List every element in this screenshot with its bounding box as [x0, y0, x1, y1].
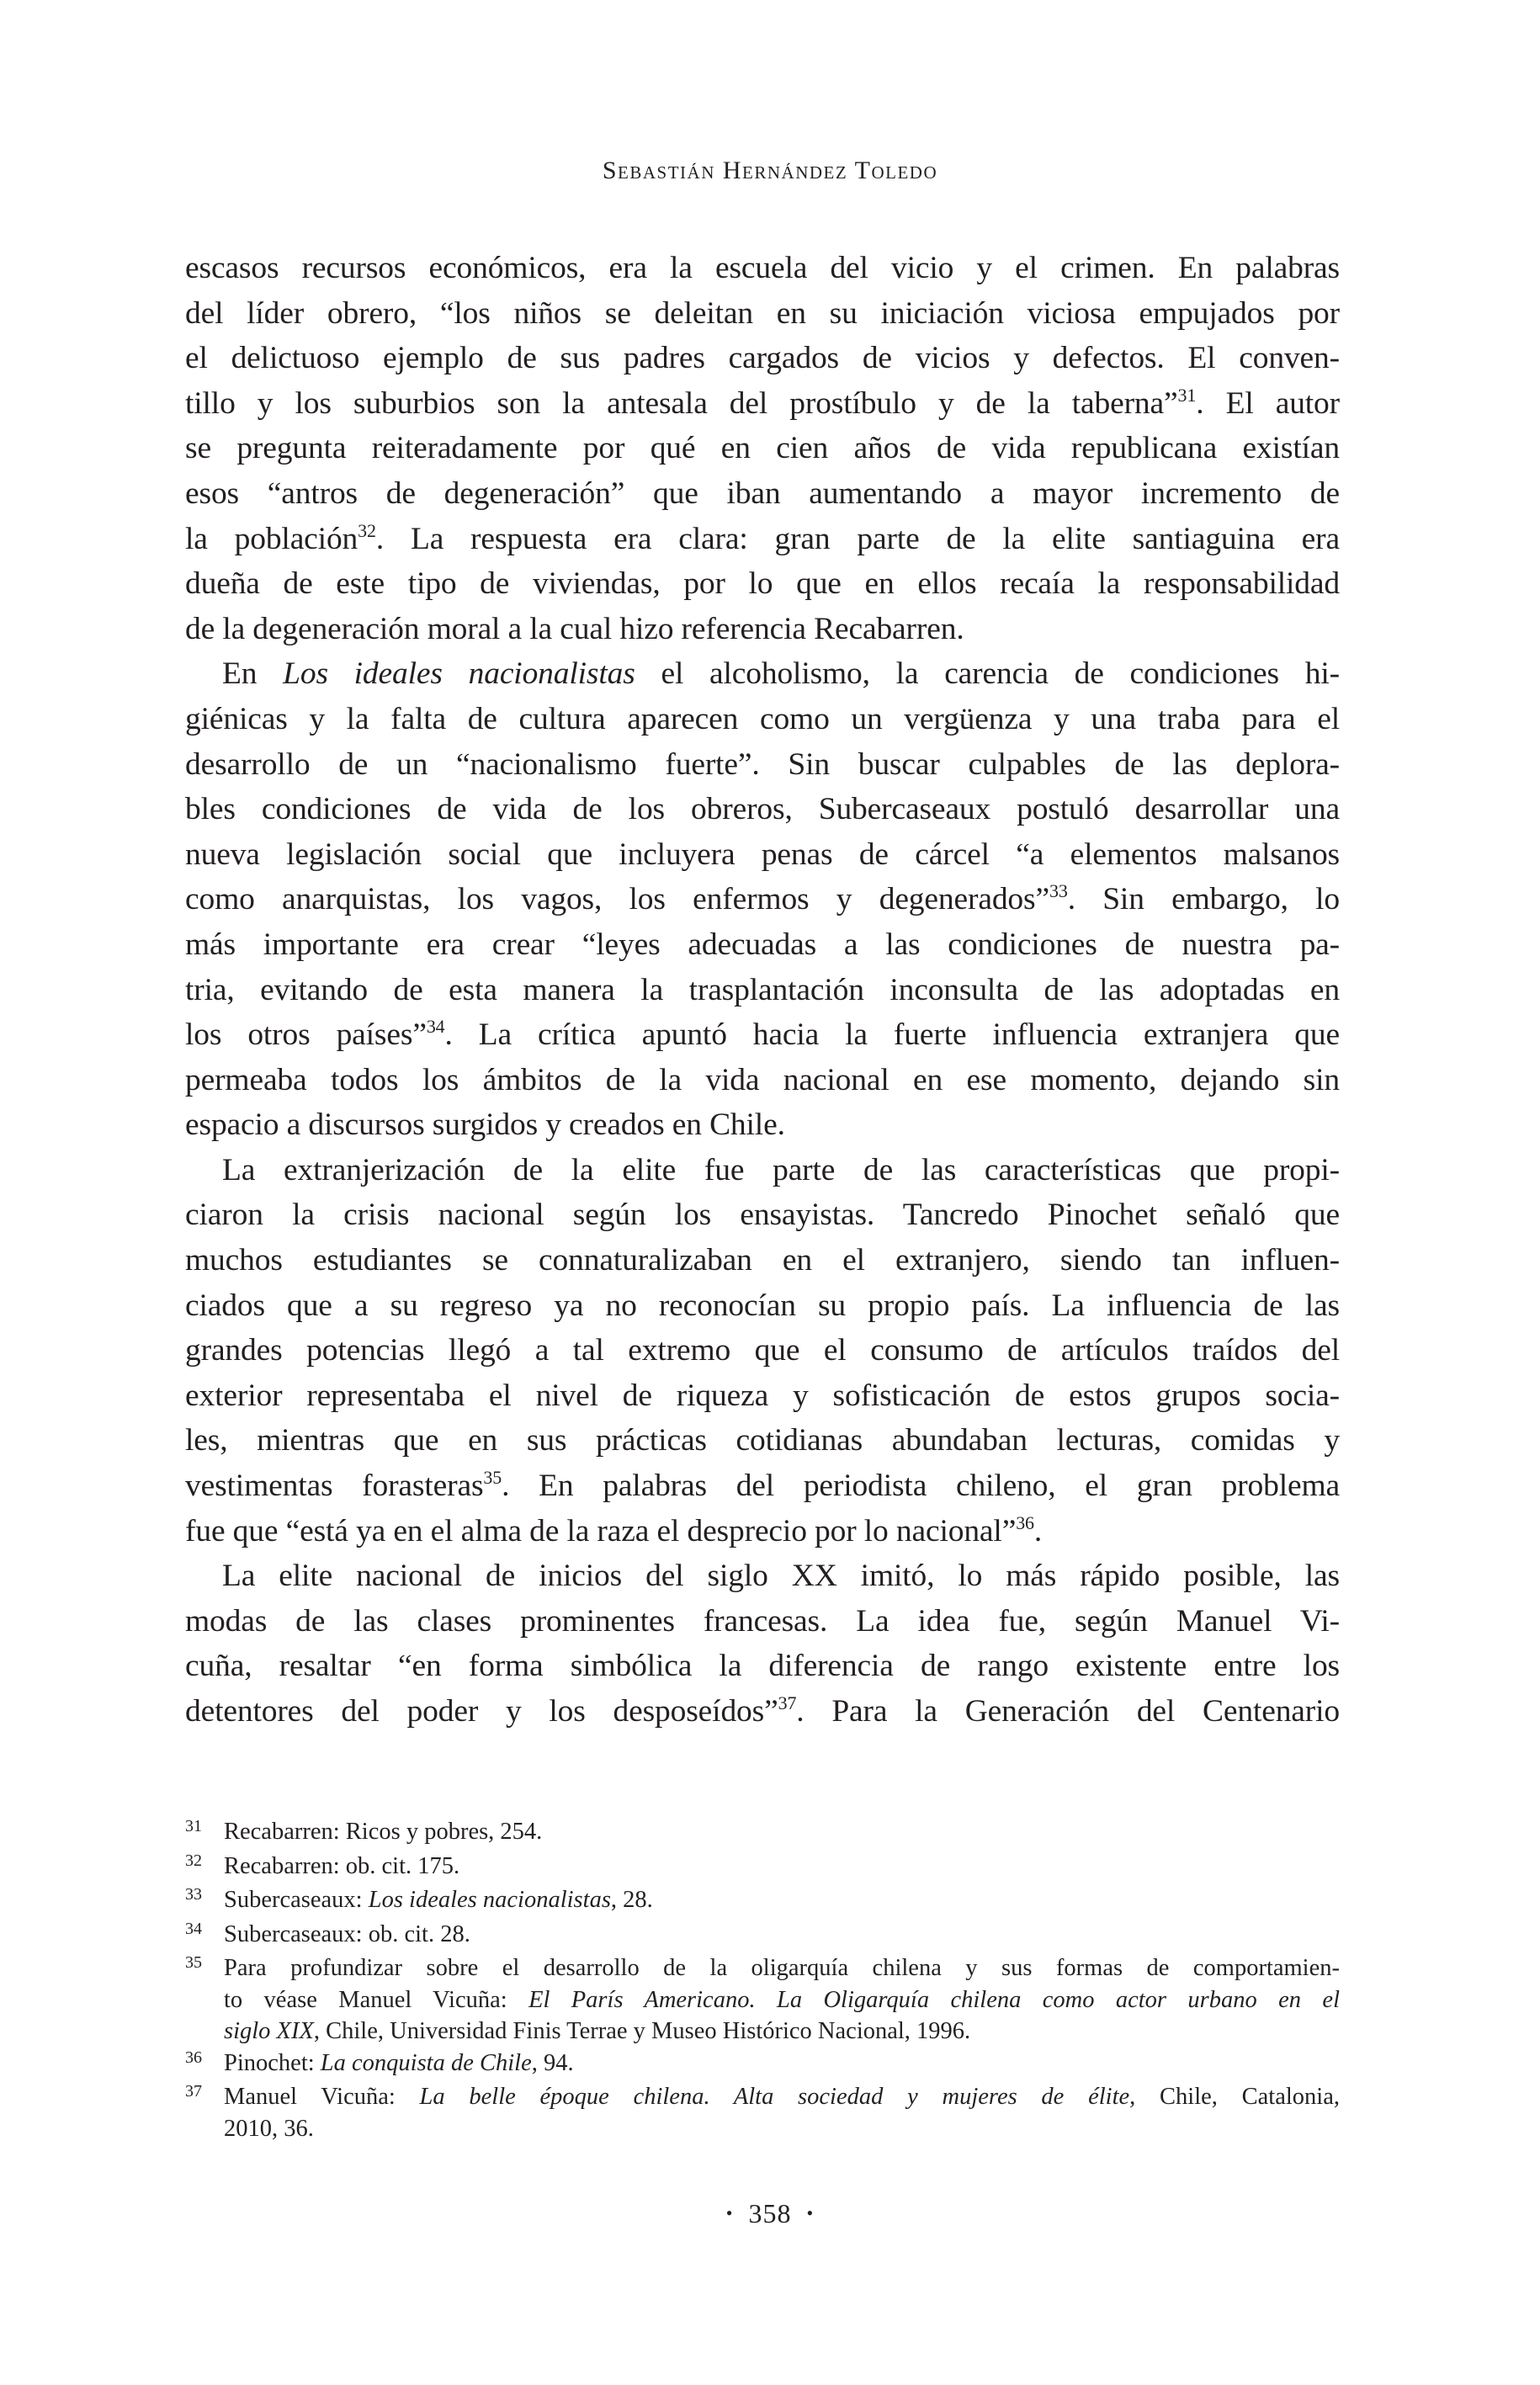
footnote-number: 33	[185, 1885, 202, 1904]
footnote-line: Recabarren: Ricos y pobres, 254.	[224, 1819, 543, 1845]
footnote-line: Subercaseaux: ob. cit. 28.	[224, 1920, 470, 1947]
footnote-37	[185, 2081, 1340, 2144]
footnote-reference[interactable]: 37	[778, 1692, 797, 1713]
footnote-line: Subercaseaux: Los ideales nacionalistas, 28.	[224, 1887, 653, 1913]
text-line: ciados que a su regreso ya no reconocían su propio país. La influencia de las	[185, 1288, 1340, 1323]
text-line: los otros países”$^{34}$. La crítica apuntó hacia la fuerte influencia extranjera que	[185, 1016, 1340, 1053]
italic-title: siglo XIX	[224, 2018, 314, 2044]
footnotes	[185, 1816, 1340, 2144]
paragraph	[185, 651, 1340, 1148]
footnote-line: 2010, 36.	[224, 2115, 314, 2142]
text-line: se pregunta reiteradamente por qué en cien años de vida republicana existían	[185, 431, 1340, 466]
paragraph	[185, 1148, 1340, 1554]
footnote-text	[224, 1884, 1340, 1916]
footnote-32	[185, 1851, 1340, 1885]
text-line: vestimentas forasteras$^{35}$. En palabras del periodista chileno, el gran problema	[185, 1467, 1340, 1504]
text-line: escasos recursos económicos, era la escuela del vicio y el crimen. En palabras	[185, 251, 1340, 285]
text-line: grandes potencias llegó a tal extremo que el consumo de artículos traídos del	[185, 1333, 1340, 1368]
italic-title: La conquista de Chile	[320, 2049, 532, 2076]
footnote-number: 31	[185, 1817, 202, 1835]
text-line: nueva legislación social que incluyera penas de cárcel “a elementos malsanos	[185, 837, 1340, 872]
text-line: como anarquistas, los vagos, los enfermos y degenerados”$^{33}$. Sin embargo, lo	[185, 880, 1340, 917]
footnote-text	[224, 1816, 1340, 1848]
body-text	[185, 246, 1340, 1734]
page-footer	[0, 2198, 1540, 2229]
text-line: tria, evitando de esta manera la trasplantación inconsulta de las adoptadas en	[185, 972, 1340, 1007]
footnote-reference[interactable]: 32	[358, 519, 376, 541]
running-head-author: Sebastián Hernández Toledo	[602, 157, 938, 184]
text-line: del líder obrero, “los niños se deleitan en su iniciación viciosa empujados por	[185, 295, 1340, 331]
text-line: detentores del poder y los desposeídos”$^{37}$. Para la Generación del Centenario	[185, 1692, 1341, 1729]
text-line: les, mientras que en sus prácticas cotidianas abundaban lecturas, comidas y	[185, 1423, 1340, 1458]
text-line: esos “antros de degeneración” que iban aumentando a mayor incremento de	[185, 475, 1340, 511]
text-line: el delictuoso ejemplo de sus padres cargados de vicios y defectos. El conven-	[185, 341, 1340, 376]
text-line: exterior representaba el nivel de riqueza y sofisticación de estos grupos socia-	[185, 1378, 1340, 1413]
footnote-number: 37	[185, 2082, 202, 2101]
footnote-line: to véase Manuel Vicuña: El París Americano. La Oligarquía chilena como actor urbano en el	[224, 1986, 1340, 2013]
text-line: La elite nacional de inicios del siglo XX imitó, lo más rápido posible, las	[222, 1559, 1340, 1594]
text-line: cuña, resaltar “en forma simbólica la diferencia de rango existente entre los	[185, 1649, 1340, 1684]
footnote-number: 32	[185, 1851, 202, 1870]
footnote-36	[185, 2048, 1340, 2082]
page-number: 358	[748, 2198, 792, 2228]
footnote-number: 35	[185, 1953, 202, 1972]
text-line: dueña de este tipo de viviendas, por lo que en ellos recaía la responsabilidad	[185, 566, 1340, 602]
footnote-33	[185, 1884, 1340, 1919]
footnote-text	[224, 1952, 1340, 2048]
footnote-text	[224, 1919, 1340, 1951]
italic-title: Los ideales nacionalistas	[368, 1887, 611, 1913]
text-line: espacio a discursos surgidos y creados en Chile.	[185, 1108, 785, 1143]
text-line: tillo y los suburbios son la antesala del prostíbulo y de la taberna”$^{31}$. El autor	[185, 384, 1340, 421]
text-line: de la degeneración moral a la cual hizo referencia Recabarren.	[185, 611, 964, 646]
paragraph	[185, 246, 1340, 651]
text-line: ciaron la crisis nacional según los ensayistas. Tancredo Pinochet señaló que	[185, 1198, 1340, 1233]
text-line: En Los ideales nacionalistas el alcoholismo, la carencia de condiciones hi-	[222, 656, 1340, 692]
footnote-text	[224, 2081, 1340, 2144]
text-line: más importante era crear “leyes adecuadas a las condiciones de nuestra pa-	[185, 927, 1340, 962]
ornament-bullet-left: •	[725, 2202, 734, 2223]
text-line: fue que “está ya en el alma de la raza el desprecio por lo nacional”$^{36}$.	[185, 1511, 1043, 1548]
text-line: muchos estudiantes se connaturalizaban en el extranjero, siendo tan influen-	[185, 1243, 1340, 1278]
paragraph	[185, 1554, 1340, 1734]
footnote-line: Pinochet: La conquista de Chile, 94.	[224, 2049, 574, 2076]
footnote-31	[185, 1816, 1340, 1851]
footnote-reference[interactable]: 34	[426, 1016, 445, 1038]
text-line: la población$^{32}$. La respuesta era clara: gran parte de la elite santiaguina era	[185, 519, 1340, 556]
italic-title: El París Americano. La Oligarquía chilena como actor urbano en el	[528, 1986, 1340, 2013]
text-line: desarrollo de un “nacionalismo fuerte”. Sin buscar culpables de las deplora-	[185, 746, 1340, 782]
footnote-reference[interactable]: 31	[1177, 384, 1197, 406]
text-line: permeaba todos los ámbitos de la vida nacional en ese momento, dejando sin	[185, 1062, 1340, 1097]
footnote-35	[185, 1952, 1340, 2048]
footnote-number: 34	[185, 1919, 202, 1938]
text-line: modas de las clases prominentes francesas. La idea fue, según Manuel Vi-	[185, 1603, 1340, 1639]
footnote-line: Recabarren: ob. cit. 175.	[224, 1852, 460, 1879]
text-line: bles condiciones de vida de los obreros, Subercaseaux postuló desarrollar una	[185, 792, 1340, 827]
text-line: giénicas y la falta de cultura aparecen como un vergüenza y una traba para el	[185, 701, 1340, 736]
footnote-number: 36	[185, 2048, 202, 2067]
footnote-reference[interactable]: 33	[1049, 880, 1068, 902]
footnote-34	[185, 1919, 1340, 1953]
footnote-text	[224, 1851, 1340, 1883]
footnote-line: siglo XIX, Chile, Universidad Finis Terrae y Museo Histórico Nacional, 1996.	[224, 2018, 971, 2044]
footnote-reference[interactable]: 36	[1016, 1511, 1034, 1533]
text-line: La extranjerización de la elite fue parte de las características que propi-	[222, 1152, 1340, 1187]
footnote-line: Para profundizar sobre el desarrollo de la oligarquía chilena y sus formas de comportamien-	[224, 1955, 1340, 1981]
ornament-bullet-right: •	[806, 2202, 815, 2223]
footnote-text	[224, 2048, 1340, 2080]
italic-title: Los ideales nacionalistas	[283, 656, 635, 692]
footnote-reference[interactable]: 35	[483, 1467, 502, 1489]
footnote-line: Manuel Vicuña: La belle époque chilena. Alta sociedad y mujeres de élite, Chile, Catalonia,	[224, 2084, 1340, 2110]
italic-title: La belle époque chilena. Alta sociedad y mujeres de élite	[419, 2084, 1130, 2110]
